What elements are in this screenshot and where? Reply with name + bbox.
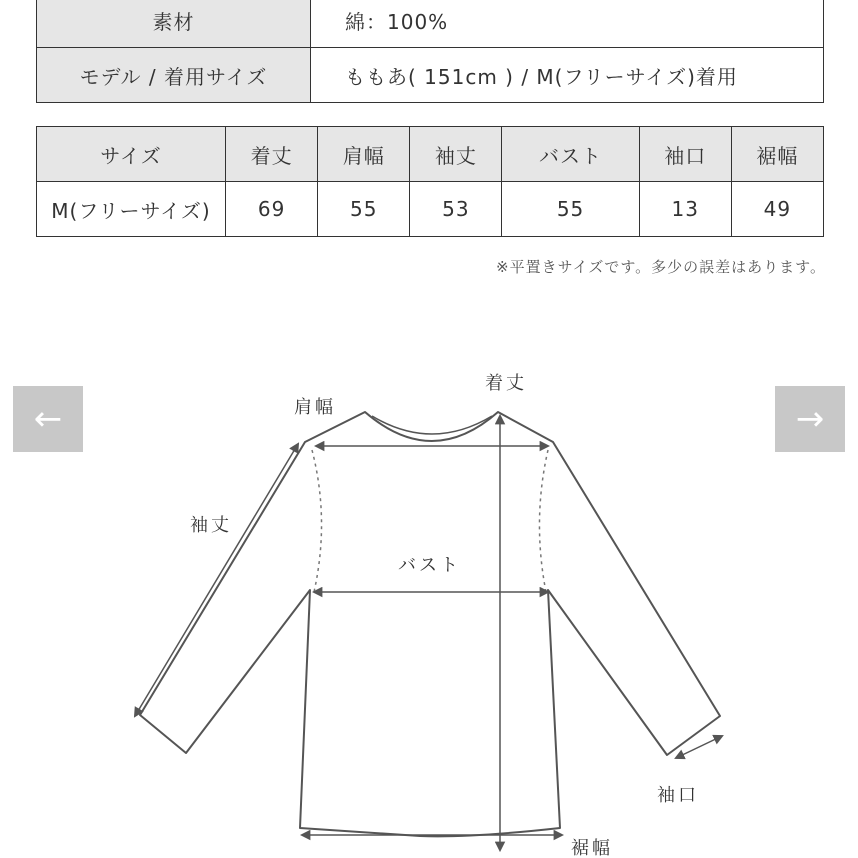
table-row: [37, 182, 824, 237]
cell-sleeve: 53: [410, 182, 502, 237]
cell-bust: 55: [502, 182, 639, 237]
label-hem: 裾幅: [571, 838, 613, 858]
header-size: サイズ: [37, 127, 226, 182]
label-length: 着丈: [485, 373, 527, 394]
cell-size: M(フリーサイズ): [37, 182, 226, 237]
header-hem: 裾幅: [731, 127, 823, 182]
header-shoulder: 肩幅: [318, 127, 410, 182]
measurement-diagram: [0, 360, 858, 858]
cell-shoulder: 55: [318, 182, 410, 237]
cell-cuff: 13: [639, 182, 731, 237]
measurement-note: ※平置きサイズです。多少の誤差はあります。: [496, 258, 826, 276]
size-table: [36, 126, 824, 237]
cell-hem: 49: [731, 182, 823, 237]
cell-length: 69: [226, 182, 318, 237]
shirt-outline: [140, 412, 720, 836]
label-sleeve: 袖丈: [190, 515, 232, 536]
model-row: [37, 48, 824, 103]
header-cuff: 袖口: [639, 127, 731, 182]
header-sleeve: 袖丈: [410, 127, 502, 182]
label-cuff: 袖口: [657, 785, 699, 806]
material-row: [37, 0, 824, 48]
sleeve-arrow: [135, 444, 298, 716]
label-shoulder: 肩幅: [294, 397, 336, 418]
header-bust: バスト: [502, 127, 639, 182]
arrow-left-icon: ←: [33, 399, 63, 439]
material-value: 綿：100%: [311, 0, 824, 48]
size-table-header: [37, 127, 824, 182]
model-value: ももあ( 151cm ) / M(フリーサイズ)着用: [311, 48, 824, 103]
material-label: 素材: [37, 0, 311, 48]
arrow-right-icon: →: [795, 399, 825, 439]
material-table: [36, 0, 824, 103]
measurement-arrows: [135, 416, 722, 850]
cuff-arrow: [676, 736, 722, 758]
header-length: 着丈: [226, 127, 318, 182]
label-bust: バスト: [398, 555, 461, 576]
model-label: モデル / 着用サイズ: [37, 48, 311, 103]
